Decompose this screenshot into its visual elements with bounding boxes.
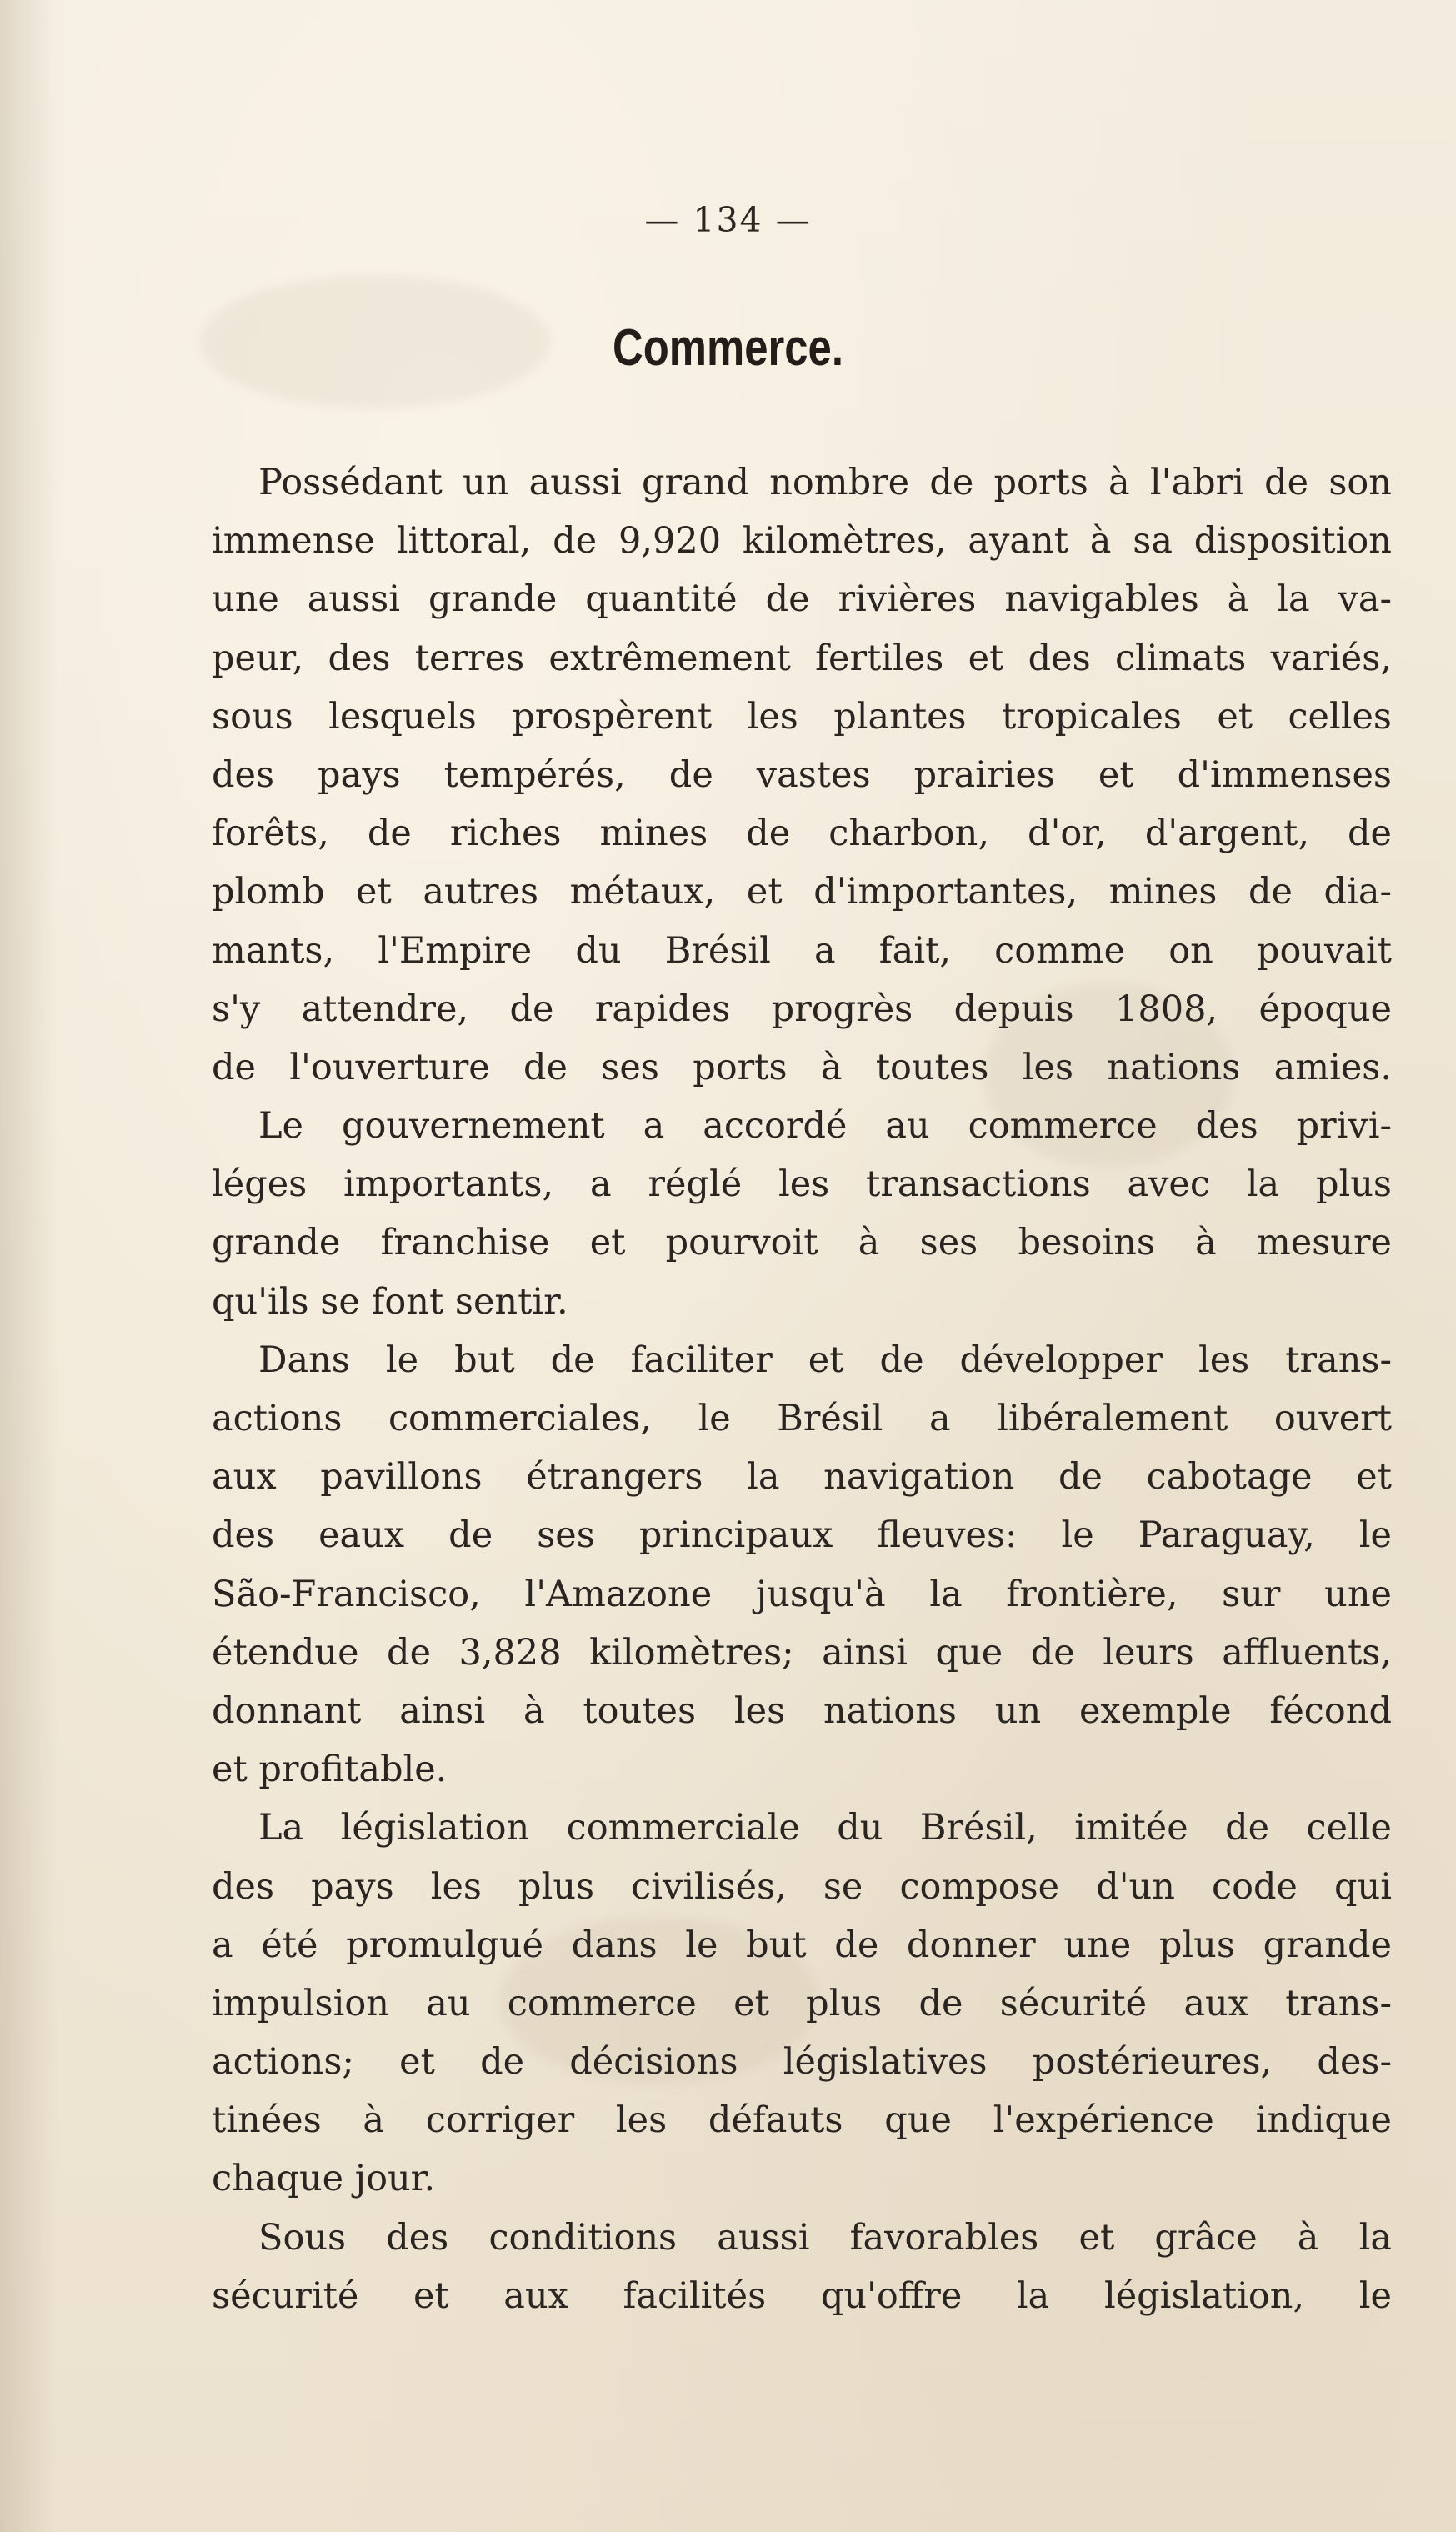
text-line: léges importants, a réglé les transactions avec la plus [212, 1163, 1392, 1206]
section-title: Commerce. [613, 319, 843, 377]
text-line: de l'ouverture de ses ports à toutes les nations amies. [212, 1046, 1392, 1088]
text-line: sécurité et aux facilités qu'offre la législation, le [212, 2274, 1392, 2317]
text-line: donnant ainsi à toutes les nations un exemple fécond [212, 1689, 1392, 1732]
text-line: grande franchise et pourvoit à ses besoins à mesure [212, 1222, 1392, 1264]
text-line: tinées à corriger les défauts que l'expérience indique [212, 2099, 1392, 2142]
text-line: qu'ils se font sentir. [212, 1280, 568, 1323]
text-line: chaque jour. [212, 2158, 436, 2200]
text-line: immense littoral, de 9,920 kilomètres, ayant à sa disposition [212, 520, 1392, 563]
text-line: des pays tempérés, de vastes prairies et d'immenses [212, 753, 1392, 796]
text-line: Possédant un aussi grand nombre de ports à l'abri de son [258, 462, 1392, 503]
text-line: aux pavillons étrangers la navigation de cabotage et [212, 1456, 1392, 1499]
body-text [212, 453, 1392, 2325]
text-line: Sous des conditions aussi favorables et grâce à la [258, 2216, 1392, 2259]
page-number: — 134 — [644, 200, 812, 240]
text-line: des pays les plus civilisés, se compose d'un code qui [212, 1865, 1392, 1908]
text-line: s'y attendre, de rapides progrès depuis 1808, époque [212, 988, 1392, 1030]
text-line: impulsion au commerce et plus de sécurité aux trans- [212, 1982, 1392, 2024]
text-line: sous lesquels prospèrent les plantes tropicales et celles [212, 695, 1392, 738]
text-line: Le gouvernement a accordé au commerce des privi- [258, 1105, 1392, 1148]
text-line: des eaux de ses principaux fleuves: le Paraguay, le [212, 1514, 1392, 1557]
text-line: actions commerciales, le Brésil a libéralement ouvert [212, 1398, 1392, 1439]
text-line: actions; et de décisions législatives postérieures, des- [212, 2041, 1392, 2084]
text-line: La législation commerciale du Brésil, imitée de celle [258, 1807, 1392, 1849]
spine-shadow [0, 0, 58, 2532]
text-line: étendue de 3,828 kilomètres; ainsi que de leurs affluents, [212, 1631, 1392, 1674]
text-line: une aussi grande quantité de rivières navigables à la va- [212, 578, 1392, 621]
text-line: peur, des terres extrêmement fertiles et des climats variés, [212, 637, 1392, 679]
text-line: mants, l'Empire du Brésil a fait, comme on pouvait [212, 929, 1392, 972]
text-line: et profitable. [212, 1749, 448, 1791]
text-line: São-Francisco, l'Amazone jusqu'à la frontière, sur une [212, 1573, 1392, 1615]
text-line: forêts, de riches mines de charbon, d'or, d'argent, de [212, 813, 1392, 855]
text-line: plomb et autres métaux, et d'importantes, mines de dia- [212, 871, 1392, 913]
text-line: a été promulgué dans le but de donner une plus grande [212, 1924, 1392, 1966]
text-line: Dans le but de faciliter et de développer les trans- [258, 1339, 1392, 1381]
